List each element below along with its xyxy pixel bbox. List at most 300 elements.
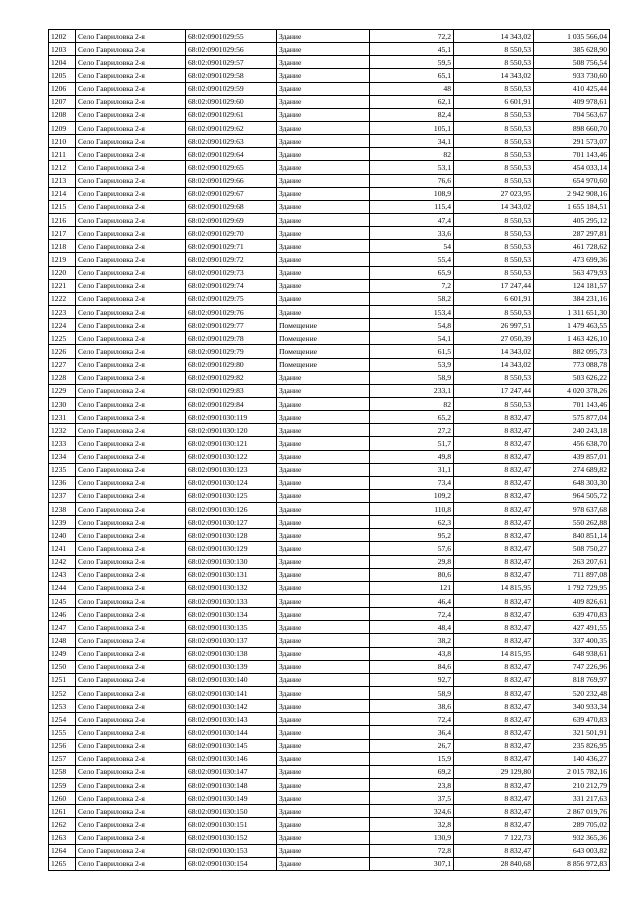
cadastral-value-cell: 331 217,63 [534, 792, 610, 805]
area-cell: 65,9 [370, 266, 454, 279]
area-cell: 48 [370, 82, 454, 95]
area-cell: 72,8 [370, 844, 454, 857]
row-number-cell: 1227 [49, 358, 76, 371]
table-row [49, 56, 610, 69]
settlement-cell: Село Гавриловка 2-я [76, 687, 186, 700]
cadastral-value-cell: 8 856 972,83 [534, 857, 610, 870]
table-row [49, 831, 610, 844]
object-type-cell: Здание [277, 752, 370, 765]
table-row [49, 82, 610, 95]
area-cell: 110,8 [370, 503, 454, 516]
cadastral-value-cell: 503 626,22 [534, 371, 610, 384]
row-number-cell: 1219 [49, 253, 76, 266]
settlement-cell: Село Гавриловка 2-я [76, 595, 186, 608]
settlement-cell: Село Гавриловка 2-я [76, 660, 186, 673]
table-row [49, 108, 610, 121]
object-type-cell: Здание [277, 739, 370, 752]
object-type-cell: Здание [277, 555, 370, 568]
object-type-cell: Здание [277, 713, 370, 726]
table-row [49, 503, 610, 516]
cadastral-value-cell: 2 942 908,16 [534, 187, 610, 200]
unit-value-cell: 8 550,53 [454, 135, 534, 148]
unit-value-cell: 8 550,53 [454, 108, 534, 121]
object-type-cell: Здание [277, 371, 370, 384]
cadastral-value-cell: 235 826,95 [534, 739, 610, 752]
area-cell: 121 [370, 581, 454, 594]
cadastral-number-cell: 68:02:0901030:132 [186, 581, 277, 594]
table-row [49, 174, 610, 187]
cadastral-value-cell: 337 400,35 [534, 634, 610, 647]
settlement-cell: Село Гавриловка 2-я [76, 161, 186, 174]
settlement-cell: Село Гавриловка 2-я [76, 397, 186, 410]
cadastral-value-cell: 289 705,02 [534, 818, 610, 831]
table-row [49, 292, 610, 305]
area-cell: 54,1 [370, 332, 454, 345]
settlement-cell: Село Гавриловка 2-я [76, 805, 186, 818]
unit-value-cell: 8 550,53 [454, 240, 534, 253]
cadastral-number-cell: 68:02:0901030:137 [186, 634, 277, 647]
object-type-cell: Помещение [277, 332, 370, 345]
cadastral-value-cell: 384 231,16 [534, 292, 610, 305]
row-number-cell: 1250 [49, 660, 76, 673]
settlement-cell: Село Гавриловка 2-я [76, 765, 186, 778]
settlement-cell: Село Гавриловка 2-я [76, 437, 186, 450]
unit-value-cell: 8 550,53 [454, 213, 534, 226]
cadastral-value-cell: 274 689,82 [534, 463, 610, 476]
document-page [48, 29, 609, 871]
object-type-cell: Здание [277, 687, 370, 700]
cadastral-number-cell: 68:02:0901030:122 [186, 450, 277, 463]
settlement-cell: Село Гавриловка 2-я [76, 332, 186, 345]
cadastral-value-cell: 704 563,67 [534, 108, 610, 121]
row-number-cell: 1244 [49, 581, 76, 594]
row-number-cell: 1237 [49, 489, 76, 502]
settlement-cell: Село Гавриловка 2-я [76, 555, 186, 568]
cadastral-number-cell: 68:02:0901029:79 [186, 345, 277, 358]
row-number-cell: 1248 [49, 634, 76, 647]
table-row [49, 739, 610, 752]
cadastral-number-cell: 68:02:0901030:121 [186, 437, 277, 450]
table-row [49, 595, 610, 608]
cadastral-value-cell: 550 262,88 [534, 516, 610, 529]
area-cell: 49,8 [370, 450, 454, 463]
area-cell: 43,8 [370, 647, 454, 660]
settlement-cell: Село Гавриловка 2-я [76, 411, 186, 424]
row-number-cell: 1259 [49, 779, 76, 792]
unit-value-cell: 29 129,80 [454, 765, 534, 778]
cadastral-number-cell: 68:02:0901029:75 [186, 292, 277, 305]
cadastral-number-cell: 68:02:0901029:70 [186, 227, 277, 240]
cadastral-value-cell: 643 003,82 [534, 844, 610, 857]
object-type-cell: Здание [277, 161, 370, 174]
row-number-cell: 1232 [49, 424, 76, 437]
cadastral-value-cell: 648 938,61 [534, 647, 610, 660]
area-cell: 58,2 [370, 292, 454, 305]
object-type-cell: Здание [277, 279, 370, 292]
object-type-cell: Здание [277, 726, 370, 739]
cadastral-number-cell: 68:02:0901030:124 [186, 476, 277, 489]
unit-value-cell: 14 343,02 [454, 69, 534, 82]
settlement-cell: Село Гавриловка 2-я [76, 384, 186, 397]
cadastral-value-cell: 701 143,46 [534, 397, 610, 410]
object-type-cell: Здание [277, 450, 370, 463]
table-row [49, 844, 610, 857]
settlement-cell: Село Гавриловка 2-я [76, 529, 186, 542]
cadastral-number-cell: 68:02:0901029:66 [186, 174, 277, 187]
unit-value-cell: 27 023,95 [454, 187, 534, 200]
table-row [49, 397, 610, 410]
unit-value-cell: 8 832,47 [454, 792, 534, 805]
table-row [49, 135, 610, 148]
settlement-cell: Село Гавриловка 2-я [76, 227, 186, 240]
row-number-cell: 1238 [49, 503, 76, 516]
object-type-cell: Здание [277, 844, 370, 857]
cadastral-number-cell: 68:02:0901029:84 [186, 397, 277, 410]
unit-value-cell: 8 550,53 [454, 148, 534, 161]
row-number-cell: 1224 [49, 319, 76, 332]
row-number-cell: 1209 [49, 121, 76, 134]
table-row [49, 200, 610, 213]
unit-value-cell: 8 832,47 [454, 476, 534, 489]
area-cell: 23,8 [370, 779, 454, 792]
area-cell: 59,5 [370, 56, 454, 69]
cadastral-value-cell: 427 491,55 [534, 621, 610, 634]
cadastral-number-cell: 68:02:0901030:142 [186, 700, 277, 713]
table-row [49, 805, 610, 818]
object-type-cell: Здание [277, 568, 370, 581]
area-cell: 54,8 [370, 319, 454, 332]
row-number-cell: 1210 [49, 135, 76, 148]
row-number-cell: 1245 [49, 595, 76, 608]
object-type-cell: Здание [277, 148, 370, 161]
unit-value-cell: 8 550,53 [454, 56, 534, 69]
unit-value-cell: 8 832,47 [454, 503, 534, 516]
unit-value-cell: 26 997,51 [454, 319, 534, 332]
settlement-cell: Село Гавриловка 2-я [76, 43, 186, 56]
unit-value-cell: 8 832,47 [454, 595, 534, 608]
cadastral-value-cell: 648 303,30 [534, 476, 610, 489]
area-cell: 53,9 [370, 358, 454, 371]
cadastral-number-cell: 68:02:0901030:126 [186, 503, 277, 516]
row-number-cell: 1260 [49, 792, 76, 805]
table-row [49, 621, 610, 634]
table-row [49, 857, 610, 870]
object-type-cell: Здание [277, 595, 370, 608]
row-number-cell: 1207 [49, 95, 76, 108]
cadastral-value-cell: 405 295,12 [534, 213, 610, 226]
unit-value-cell: 8 832,47 [454, 805, 534, 818]
row-number-cell: 1240 [49, 529, 76, 542]
area-cell: 38,2 [370, 634, 454, 647]
settlement-cell: Село Гавриловка 2-я [76, 608, 186, 621]
table-row [49, 187, 610, 200]
row-number-cell: 1213 [49, 174, 76, 187]
cadastral-number-cell: 68:02:0901030:133 [186, 595, 277, 608]
area-cell: 115,4 [370, 200, 454, 213]
table-row [49, 779, 610, 792]
cadastral-value-cell: 978 637,68 [534, 503, 610, 516]
cadastral-number-cell: 68:02:0901030:148 [186, 779, 277, 792]
cadastral-value-cell: 240 243,18 [534, 424, 610, 437]
object-type-cell: Здание [277, 805, 370, 818]
object-type-cell: Здание [277, 647, 370, 660]
cadastral-number-cell: 68:02:0901030:127 [186, 516, 277, 529]
row-number-cell: 1223 [49, 305, 76, 318]
table-row [49, 726, 610, 739]
object-type-cell: Здание [277, 673, 370, 686]
cadastral-number-cell: 68:02:0901029:63 [186, 135, 277, 148]
table-row [49, 568, 610, 581]
cadastral-value-cell: 1 463 426,10 [534, 332, 610, 345]
cadastral-number-cell: 68:02:0901029:58 [186, 69, 277, 82]
cadastral-number-cell: 68:02:0901030:147 [186, 765, 277, 778]
area-cell: 58,9 [370, 371, 454, 384]
row-number-cell: 1233 [49, 437, 76, 450]
unit-value-cell: 8 550,53 [454, 43, 534, 56]
cadastral-number-cell: 68:02:0901030:149 [186, 792, 277, 805]
unit-value-cell: 8 832,47 [454, 424, 534, 437]
table-row [49, 450, 610, 463]
settlement-cell: Село Гавриловка 2-я [76, 240, 186, 253]
settlement-cell: Село Гавриловка 2-я [76, 319, 186, 332]
table-row [49, 542, 610, 555]
unit-value-cell: 8 832,47 [454, 726, 534, 739]
object-type-cell: Здание [277, 187, 370, 200]
settlement-cell: Село Гавриловка 2-я [76, 739, 186, 752]
area-cell: 82 [370, 397, 454, 410]
unit-value-cell: 8 832,47 [454, 673, 534, 686]
table-row [49, 660, 610, 673]
row-number-cell: 1252 [49, 687, 76, 700]
unit-value-cell: 8 550,53 [454, 253, 534, 266]
area-cell: 48,4 [370, 621, 454, 634]
area-cell: 95,2 [370, 529, 454, 542]
settlement-cell: Село Гавриловка 2-я [76, 857, 186, 870]
cadastral-value-cell: 263 207,61 [534, 555, 610, 568]
cadastral-value-cell: 1 311 651,30 [534, 305, 610, 318]
cadastral-number-cell: 68:02:0901029:56 [186, 43, 277, 56]
settlement-cell: Село Гавриловка 2-я [76, 187, 186, 200]
cadastral-value-cell: 461 728,62 [534, 240, 610, 253]
unit-value-cell: 8 832,47 [454, 752, 534, 765]
row-number-cell: 1231 [49, 411, 76, 424]
area-cell: 55,4 [370, 253, 454, 266]
settlement-cell: Село Гавриловка 2-я [76, 82, 186, 95]
table-row [49, 463, 610, 476]
settlement-cell: Село Гавриловка 2-я [76, 266, 186, 279]
table-row [49, 43, 610, 56]
row-number-cell: 1256 [49, 739, 76, 752]
row-number-cell: 1220 [49, 266, 76, 279]
cadastral-number-cell: 68:02:0901029:57 [186, 56, 277, 69]
table-row [49, 713, 610, 726]
table-row [49, 424, 610, 437]
cadastral-value-cell: 2 867 019,76 [534, 805, 610, 818]
cadastral-value-cell: 340 933,34 [534, 700, 610, 713]
area-cell: 62,1 [370, 95, 454, 108]
row-number-cell: 1254 [49, 713, 76, 726]
cadastral-value-cell: 1 655 184,51 [534, 200, 610, 213]
unit-value-cell: 8 550,53 [454, 305, 534, 318]
unit-value-cell: 8 832,47 [454, 463, 534, 476]
area-cell: 46,4 [370, 595, 454, 608]
cadastral-number-cell: 68:02:0901030:154 [186, 857, 277, 870]
object-type-cell: Здание [277, 857, 370, 870]
area-cell: 29,8 [370, 555, 454, 568]
settlement-cell: Село Гавриловка 2-я [76, 148, 186, 161]
unit-value-cell: 8 550,53 [454, 121, 534, 134]
cadastral-value-cell: 291 573,07 [534, 135, 610, 148]
table-row [49, 227, 610, 240]
cadastral-value-cell: 639 470,83 [534, 713, 610, 726]
row-number-cell: 1212 [49, 161, 76, 174]
cadastral-number-cell: 68:02:0901029:72 [186, 253, 277, 266]
object-type-cell: Здание [277, 489, 370, 502]
table-row [49, 752, 610, 765]
object-type-cell: Здание [277, 608, 370, 621]
cadastral-value-cell: 1 479 463,55 [534, 319, 610, 332]
cadastral-value-cell: 1 035 566,04 [534, 30, 610, 43]
cadastral-value-table [48, 29, 610, 871]
unit-value-cell: 8 832,47 [454, 621, 534, 634]
cadastral-value-cell: 701 143,46 [534, 148, 610, 161]
object-type-cell: Здание [277, 779, 370, 792]
cadastral-value-cell: 563 479,93 [534, 266, 610, 279]
cadastral-value-cell: 654 970,60 [534, 174, 610, 187]
unit-value-cell: 8 550,53 [454, 371, 534, 384]
cadastral-number-cell: 68:02:0901030:145 [186, 739, 277, 752]
row-number-cell: 1229 [49, 384, 76, 397]
unit-value-cell: 8 550,53 [454, 161, 534, 174]
object-type-cell: Здание [277, 305, 370, 318]
unit-value-cell: 8 832,47 [454, 608, 534, 621]
settlement-cell: Село Гавриловка 2-я [76, 726, 186, 739]
unit-value-cell: 27 050,39 [454, 332, 534, 345]
cadastral-value-cell: 140 436,27 [534, 752, 610, 765]
unit-value-cell: 8 832,47 [454, 844, 534, 857]
area-cell: 153,4 [370, 305, 454, 318]
unit-value-cell: 17 247,44 [454, 384, 534, 397]
area-cell: 37,5 [370, 792, 454, 805]
unit-value-cell: 8 832,47 [454, 555, 534, 568]
table-row [49, 516, 610, 529]
area-cell: 84,6 [370, 660, 454, 673]
cadastral-number-cell: 68:02:0901030:129 [186, 542, 277, 555]
area-cell: 36,4 [370, 726, 454, 739]
area-cell: 105,1 [370, 121, 454, 134]
cadastral-number-cell: 68:02:0901030:119 [186, 411, 277, 424]
unit-value-cell: 8 832,47 [454, 542, 534, 555]
unit-value-cell: 7 122,73 [454, 831, 534, 844]
object-type-cell: Здание [277, 437, 370, 450]
cadastral-value-cell: 210 212,79 [534, 779, 610, 792]
table-row [49, 332, 610, 345]
cadastral-value-cell: 385 628,90 [534, 43, 610, 56]
unit-value-cell: 8 832,47 [454, 660, 534, 673]
unit-value-cell: 8 832,47 [454, 687, 534, 700]
area-cell: 82,4 [370, 108, 454, 121]
row-number-cell: 1225 [49, 332, 76, 345]
row-number-cell: 1243 [49, 568, 76, 581]
cadastral-value-cell: 773 088,78 [534, 358, 610, 371]
settlement-cell: Село Гавриловка 2-я [76, 253, 186, 266]
settlement-cell: Село Гавриловка 2-я [76, 95, 186, 108]
cadastral-number-cell: 68:02:0901029:77 [186, 319, 277, 332]
settlement-cell: Село Гавриловка 2-я [76, 279, 186, 292]
table-row [49, 476, 610, 489]
cadastral-number-cell: 68:02:0901029:82 [186, 371, 277, 384]
settlement-cell: Село Гавриловка 2-я [76, 358, 186, 371]
table-row [49, 765, 610, 778]
unit-value-cell: 8 832,47 [454, 411, 534, 424]
row-number-cell: 1242 [49, 555, 76, 568]
area-cell: 34,1 [370, 135, 454, 148]
settlement-cell: Село Гавриловка 2-я [76, 345, 186, 358]
unit-value-cell: 8 832,47 [454, 489, 534, 502]
cadastral-value-cell: 747 226,96 [534, 660, 610, 673]
cadastral-number-cell: 68:02:0901029:67 [186, 187, 277, 200]
area-cell: 73,4 [370, 476, 454, 489]
area-cell: 80,6 [370, 568, 454, 581]
table-row [49, 529, 610, 542]
table-row [49, 358, 610, 371]
area-cell: 108,9 [370, 187, 454, 200]
settlement-cell: Село Гавриловка 2-я [76, 831, 186, 844]
settlement-cell: Село Гавриловка 2-я [76, 542, 186, 555]
area-cell: 33,6 [370, 227, 454, 240]
row-number-cell: 1257 [49, 752, 76, 765]
cadastral-number-cell: 68:02:0901029:60 [186, 95, 277, 108]
settlement-cell: Село Гавриловка 2-я [76, 752, 186, 765]
settlement-cell: Село Гавриловка 2-я [76, 844, 186, 857]
settlement-cell: Село Гавриловка 2-я [76, 568, 186, 581]
area-cell: 15,9 [370, 752, 454, 765]
cadastral-number-cell: 68:02:0901030:120 [186, 424, 277, 437]
table-row [49, 266, 610, 279]
settlement-cell: Село Гавриловка 2-я [76, 476, 186, 489]
object-type-cell: Здание [277, 213, 370, 226]
object-type-cell: Здание [277, 69, 370, 82]
object-type-cell: Помещение [277, 319, 370, 332]
table-row [49, 673, 610, 686]
cadastral-number-cell: 68:02:0901030:128 [186, 529, 277, 542]
cadastral-number-cell: 68:02:0901030:151 [186, 818, 277, 831]
cadastral-number-cell: 68:02:0901030:138 [186, 647, 277, 660]
table-row [49, 30, 610, 43]
row-number-cell: 1236 [49, 476, 76, 489]
object-type-cell: Помещение [277, 358, 370, 371]
settlement-cell: Село Гавриловка 2-я [76, 779, 186, 792]
settlement-cell: Село Гавриловка 2-я [76, 424, 186, 437]
table-row [49, 634, 610, 647]
area-cell: 130,9 [370, 831, 454, 844]
row-number-cell: 1205 [49, 69, 76, 82]
cadastral-value-cell: 409 826,61 [534, 595, 610, 608]
cadastral-value-cell: 410 425,44 [534, 82, 610, 95]
cadastral-number-cell: 68:02:0901029:62 [186, 121, 277, 134]
cadastral-value-cell: 639 470,83 [534, 608, 610, 621]
cadastral-value-cell: 124 181,57 [534, 279, 610, 292]
row-number-cell: 1235 [49, 463, 76, 476]
row-number-cell: 1221 [49, 279, 76, 292]
object-type-cell: Здание [277, 660, 370, 673]
row-number-cell: 1218 [49, 240, 76, 253]
object-type-cell: Здание [277, 529, 370, 542]
area-cell: 26,7 [370, 739, 454, 752]
row-number-cell: 1249 [49, 647, 76, 660]
row-number-cell: 1215 [49, 200, 76, 213]
settlement-cell: Село Гавриловка 2-я [76, 621, 186, 634]
